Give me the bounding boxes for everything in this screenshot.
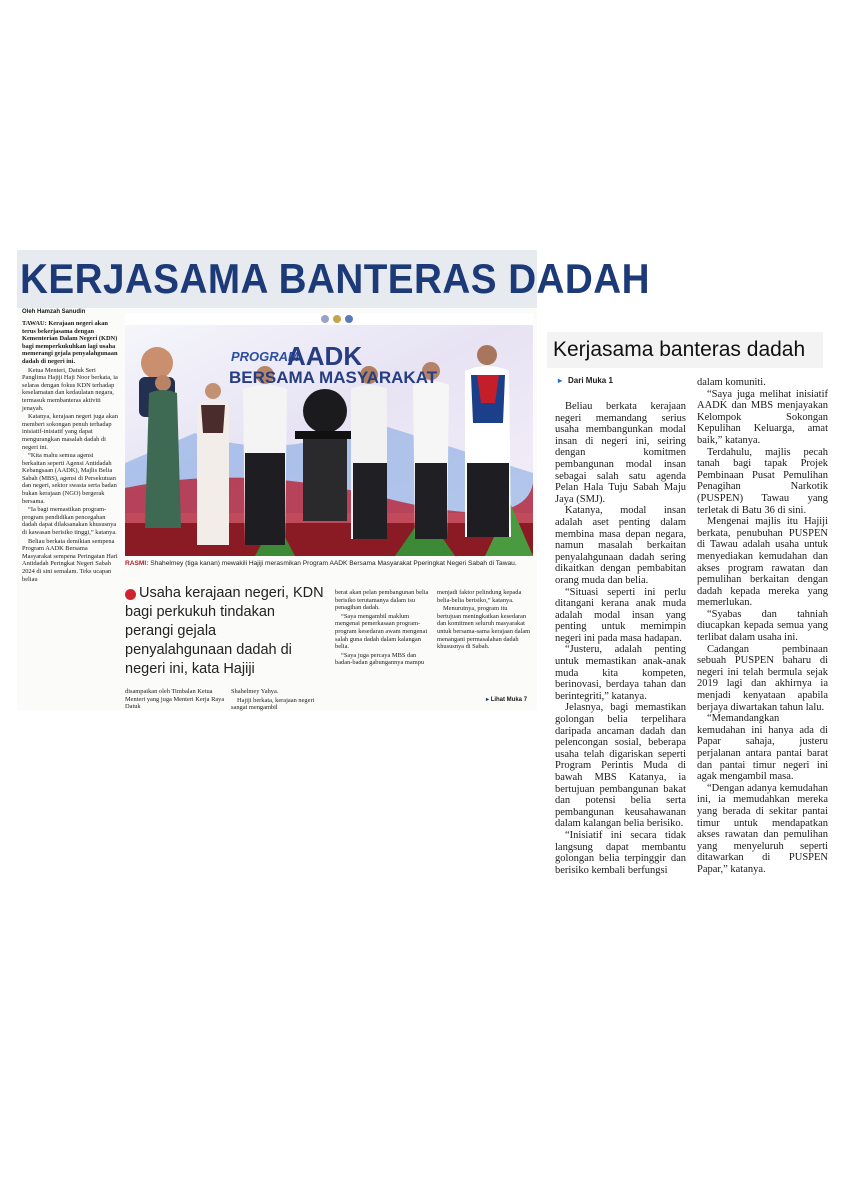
paragraph: Katanya, kerajaan negeri juga akan memberi sokongan penuh terhadap inisiatif-inisiatif yang dapat mengurangkan masalah dadah di negeri ini. [22,413,118,451]
continuation-headline: Kerjasama banteras dadah [553,338,806,361]
front-column-4 [335,589,432,668]
paragraph: Jelasnya, bagi memastikan golongan belia terpelihara daripada ancaman dadah dan pelencongan sosial, beberapa usaha telah digariskan seperti Program Perintis Muda di bawah MBS Katanya, ia bertujuan pembangunan bakat dan potensi belia serta pembangunan keusahawanan dalam kalangan belia berisiko. [555,702,686,830]
continuation-column-2 [697,377,828,876]
paragraph: Katanya, modal insan adalah aset penting dalam membina masa depan negara, namun masalah berkaitan penyalahgunaan dadah sering dikaitkan dengan pembabitan orang muda dan belia. [555,505,686,586]
paragraph: “Syabas dan tahniah diucapkan kepada semua yang terlibat dalam usaha ini. [697,608,828,644]
paragraph: “Saya mengambil maklum mengenai pemerkasaan program-program kesedaran awam mengenai salah guna dadah dalam kalangan belia. [335,612,428,651]
paragraph: Cadangan pembinaan sebuah PUSPEN baharu di negeri ini telah bermula sejak 2019 lagi dan akhirnya ia menjadi kenyataan apabila berjaya diwartakan tahun lalu. [697,643,828,713]
photo-caption [125,560,533,568]
paragraph: Beliau berkata kerajaan negeri memandang serius usaha membangunkan modal insan di negeri ini, seiring dengan komitmen pembangunan modal insan sebagai salah satu agenda Pelan Hala Tuju Sabah Maju Jaya (SMJ). [555,401,686,505]
paragraph: berat akan pelan pembangunan belia berisiko terutamanya dalam isu penagihan dadah. [335,589,429,612]
continued-from-label: Dari Muka 1 [568,376,613,385]
paragraph: “Situasi seperti ini perlu ditangani kerana anak muda adalah modal insan yang penting untuk memimpin negeri ini pada masa hadapan. [555,586,686,644]
paragraph: “Dengan adanya kemudahan ini, ia memudahkan mereka yang berada di sekitar pantai timur untuk mendapatkan akses rawatan dan pemulihan yang menyeluruh seperti ditawarkan di PUSPEN Papar,” katanya. [697,782,828,875]
paragraph: Mengenai majlis itu Hajiji berkata, penubuhan PUSPEN di Tawau adalah usaha untuk menyediakan kemudahan dan akses program rawatan dan pemulihan berkaitan dengan dadah kepada mereka yang memerlukan. [697,516,828,609]
paragraph: Ketua Menteri, Datuk Seri Panglima Hajiji Haji Noor berkata, ia selaras dengan fokus KDN terhadap keselamatan dan kedaulatan negara, termasuk membanteras aktiviti jenayah. [22,366,118,412]
paragraph: dalam komuniti. [697,377,766,388]
subheadline-text: Usaha kerajaan negeri, KDN bagi perkukuh tindakan perangi gejala penyalahgunaan dadah di negeri ini, kata Hajiji [125,585,324,677]
paragraph: Menurutnya, program itu bertujuan meningkatkan kesedaran dan komitmen seluruh masyarakat untuk bersama-sama kerajaan dalam menangani permasalahan dadah khususnya di Sabah. [437,605,531,651]
continued-from-page [558,376,619,385]
continued-on-page [486,696,527,703]
banner-text-masyarakat: BERSAMA MASYARAKAT [229,368,438,387]
paragraph: Hajiji berkata, kerajaan negeri sangat mengambil [231,696,315,712]
paragraph: “Memandangkan kemudahan ini hanya ada di Papar sahaja, justeru perjalanan antara pantai barat dan pantai timur negeri ini agak mengambil masa. [697,713,828,783]
front-column-3 [231,688,331,713]
paragraph: “Kita mahu semua agensi berkaitan seperti Agensi Antidadah Kebangsaan (AADK), Majlis Belia Sabah (MBS), agensi di Persekutuan dan negeri, sektor swasta serta badan bukan kerajaan (NGO) bergerak bersama. [22,452,117,505]
paragraph: “Justeru, adalah penting untuk memastikan anak-anak muda kita kompeten, berinovasi, berdaya tahan dan berintegriti,” katanya. [555,644,686,702]
continuation-column-1 [555,401,686,876]
continued-label: Lihat Muka 7 [490,697,528,703]
paragraph: “Saya juga percaya MBS dan badan-badan gabungannya mampu [335,651,425,667]
arrow-right-icon: ▸ [486,697,490,703]
paragraph: Beliau berkata demikian sempena Program AADK Bersama Masyarakat sempena Peringatan Hari Antidadah Peringkat Negeri Sabah 2024 di sini semalam. Teks ucapan beliau [22,537,118,583]
paragraph: disampaikan oleh Timbalan Ketua Menteri yang juga Menteri Kerja Raya Datuk [125,688,225,711]
caption-label: RASMI: [125,560,149,567]
front-column-5 [437,589,533,652]
paragraph: menjadi faktor pelindung kepada belia-belia berisiko,” katanya. [437,589,522,604]
subheadline [125,584,327,679]
paragraph: “Ia bagi memastikan program-program pendidikan pencegahan dadah dapat dilaksanakan khususnya di kawasan berisiko tinggi,” katanya. [22,506,117,537]
paragraph: Shahelmey Yahya. [231,688,279,695]
event-photo-illustration [125,313,533,556]
front-column-1 [22,320,118,584]
paragraph: Terdahulu, majlis pecah tanah bagi tapak Projek Pembinaan Pusat Pemulihan Penagihan Narkotik (PUSPEN) Tawau yang terletak di Batu 36 di sini. [697,446,828,516]
byline: Oleh Hamzah Sanudin [22,309,86,315]
banner-text-program: PROGRAM [231,349,299,364]
banner-text-aadk: AADK [287,341,363,371]
front-headline: KERJASAMA BANTERAS DADAH [20,255,651,302]
front-column-2 [125,688,225,712]
news-photo [125,313,533,556]
caption-text: Shahelmey (tiga kanan) mewakili Hajiji merasmikan Program AADK Bersama Masyarakat Pperingkat Negeri Sabah di Tawau. [150,560,517,567]
paragraph: “Inisiatif ini secara tidak langsung dapat membantu golongan belia terpinggir dan berisiko kembali berfungsi [555,829,686,876]
arrow-right-icon: ▸ [558,376,563,385]
paragraph: TAWAU: Kerajaan negeri akan terus bekerjasama dengan Kementerian Dalam Negeri (KDN) bagi memperkukuhkan lagi usaha memerangi gejala penyalahgunaan dadah di negeri ini. [22,320,118,365]
paragraph: “Saya juga melihat inisiatif AADK dan MBS menjayakan Kelompok Sokongan Kepulihan Keluarga, amat baik,” katanya. [697,388,828,446]
